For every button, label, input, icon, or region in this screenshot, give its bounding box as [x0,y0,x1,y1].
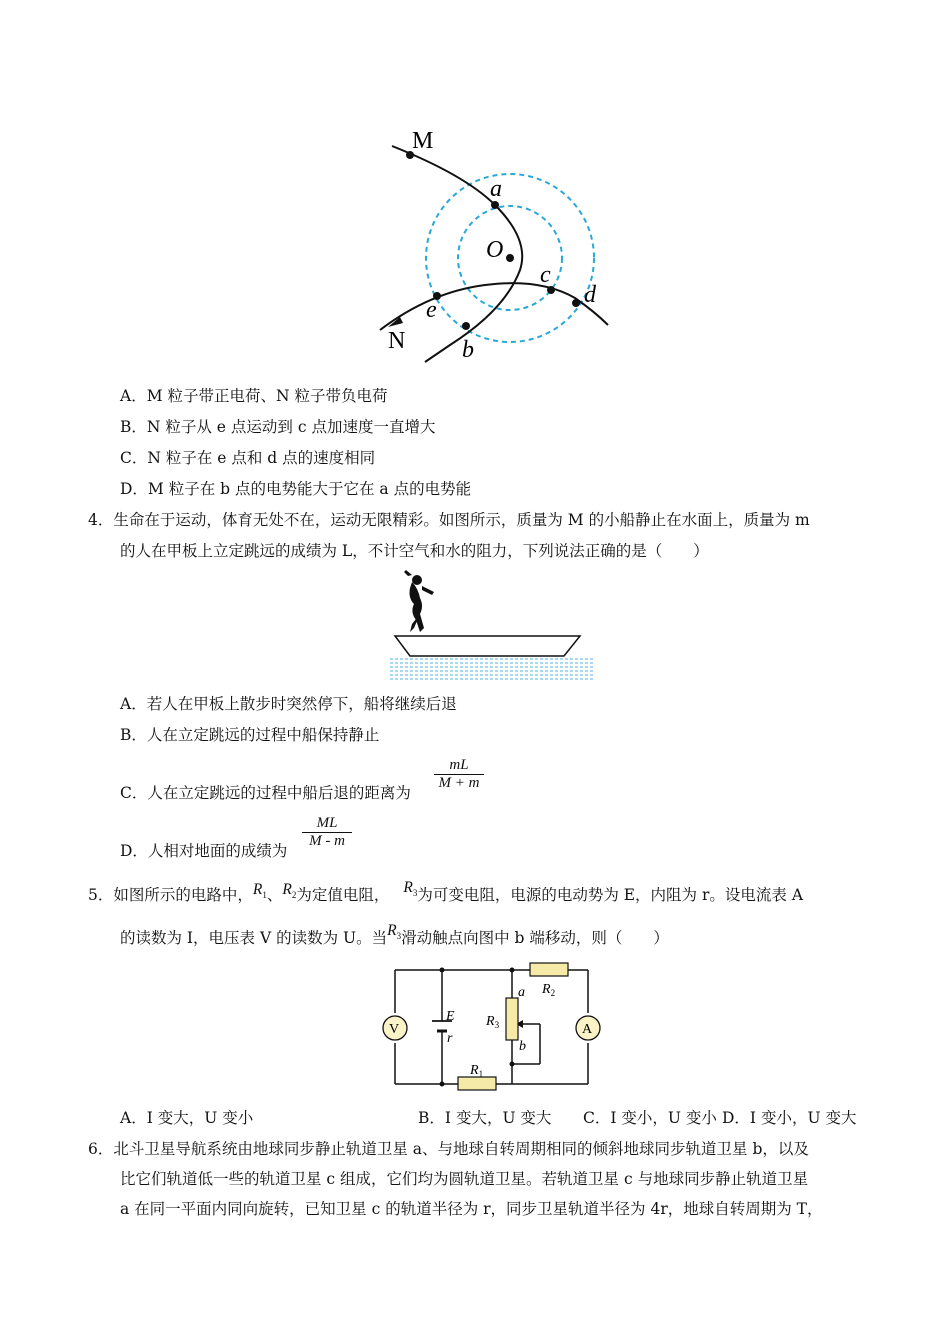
voltmeter-label: V [389,1022,400,1037]
terminal-a-label: a [518,985,525,1000]
q3-option-d[interactable]: D．M 粒子在 b 点的电势能大于它在 a 点的电势能 [120,480,472,498]
q5-option-a[interactable]: A．I 变大，U 变小 [120,1109,254,1127]
boat-figure [390,568,600,683]
label-a: a [490,176,502,202]
label-c: c [540,262,551,288]
point-O-dot [506,254,514,262]
q5-option-d[interactable]: D．I 变小，U 变大 [722,1109,857,1127]
label-O: O [486,237,504,263]
label-d: d [584,282,596,308]
q5-stem-line1 [88,879,804,912]
trajectory-figure [370,120,620,365]
q4-option-c[interactable]: C．人在立定跳远的过程中船后退的距离为 [120,784,411,802]
r2-label: $R_2$ [542,982,556,998]
ammeter-label: A [582,1022,593,1037]
q3-option-a[interactable]: A．M 粒子带正电荷、N 粒子带负电荷 [120,387,388,405]
point-d-dot [572,299,580,307]
q5-option-c[interactable]: C．I 变小，U 变小 [583,1109,717,1127]
q4-option-c-fraction [434,757,484,792]
resistor-r3 [506,998,518,1040]
q5-mid1: 为定值电阻， [296,886,390,904]
q4-option-d[interactable]: D．人相对地面的成绩为 [120,842,288,860]
boat-hull [395,636,580,656]
r3-label: $R_3$ [486,1014,500,1030]
label-N: N [388,328,406,354]
fraction-numerator: ML [316,815,338,831]
label-e: e [426,297,437,323]
point-b-dot [462,322,470,330]
r3-symbol: $R_3$ [403,879,418,899]
resistor-r2 [530,963,568,976]
fraction-denominator: M - m [309,833,345,849]
q3-option-b[interactable]: B．N 粒子从 e 点运动到 c 点加速度一直增大 [120,418,436,436]
q6-stem-line2: 比它们轨道低一些的轨道卫星 c 组成，它们均为圆轨道卫星。若轨道卫星 c 与地球同步静止轨道卫星 [120,1170,809,1188]
resistor-r1 [458,1077,496,1090]
fraction-denominator: M + m [438,775,480,791]
fraction-numerator: mL [449,757,469,773]
q4-stem-line2: 的人在甲板上立定跳远的成绩为 L，不计空气和水的阻力，下列说法正确的是（ ） [120,542,709,560]
q5-option-b[interactable]: B．I 变大，U 变大 [418,1109,552,1127]
n-trajectory [380,283,608,330]
terminal-b-label: b [519,1039,526,1054]
circuit-diagram [350,958,620,1092]
r2-symbol: $R_2$ [282,881,297,901]
q5-prefix: 5．如图所示的电路中， [88,886,253,904]
person-silhouette [404,570,434,632]
point-a-dot [491,201,499,209]
label-b: b [462,337,474,363]
emf-label: E [446,1009,455,1024]
r3-symbol-2: $R_3$ [387,922,402,942]
q5-line2-part1: 的读数为 I，电压表 V 的读数为 U。当 [120,929,388,947]
q3-option-c[interactable]: C．N 粒子在 e 点和 d 点的速度相同 [120,449,376,467]
q6-stem-line1: 6．北斗卫星导航系统由地球同步静止轨道卫星 a、与地球自转周期相同的倾斜地球同步轨道卫星 b，以及 [88,1140,809,1158]
q5-line2-part2: 滑动触点向图中 b 端移动，则（ ） [401,929,669,947]
internal-resistance-label: r [447,1031,453,1046]
label-M: M [412,128,434,154]
q4-stem-line1: 4．生命在于运动，体育无处不在，运动无限精彩。如图所示，质量为 M 的小船静止在水面上，质量为 m [88,511,810,529]
q4-option-b[interactable]: B．人在立定跳远的过程中船保持静止 [120,726,380,744]
r1-symbol: $R_1$ [252,881,267,901]
r1-label: $R_1$ [470,1063,484,1079]
q4-option-d-fraction [302,815,352,850]
q5-stem-line2 [120,922,669,955]
q6-stem-line3: a 在同一平面内同向旋转，已知卫星 c 的轨道半径为 r，同步卫星轨道半径为 4r，地球自转周期为 T， [120,1200,823,1218]
separator: 、 [266,886,283,904]
q5-mid2: 为可变电阻，电源的电动势为 E，内阻为 r。设电流表 A [417,886,804,904]
water-surface [390,659,595,679]
q4-option-a[interactable]: A．若人在甲板上散步时突然停下，船将继续后退 [120,695,457,713]
